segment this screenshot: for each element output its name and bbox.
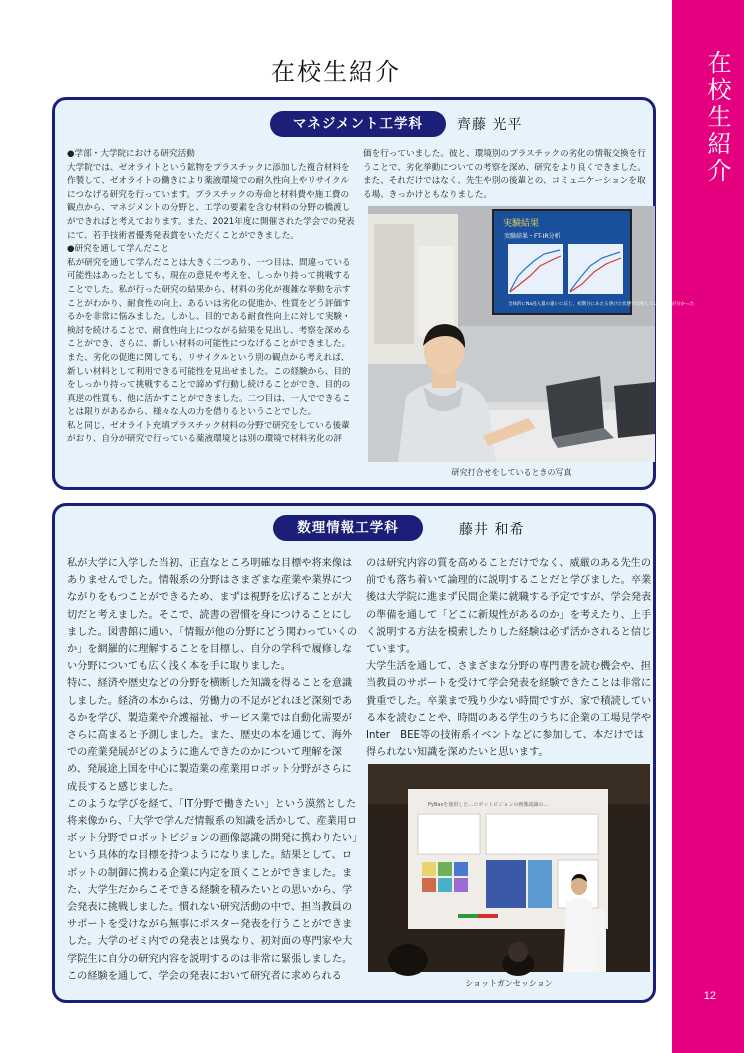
page-number: 12 [703, 990, 716, 1002]
department-badge: 数理情報工学科 [273, 515, 423, 541]
side-tab-title: 在校生紹介 [703, 50, 731, 185]
side-tab [672, 0, 744, 1053]
slide-note: 全体的にNa浸入量の違いに応じ、初期分にあたる溶けた状態で比較していることが分かった [508, 302, 695, 307]
article-column-left: 私が大学に入学した当初、正直なところ明確な目標や将来像はありませんでした。情報系の分野はさまざまな産業や業界につながりをもつことができるため、まずは視野を広げることが大切だと考えました。そこで、読書の習慣を身につけることにしました。図書館に通い、「情報が他の分野にどう関わっていくのか」を網羅的に理解することを目標し、自分の学科で履修しない分野についても広く浅く本を手に取りました。 特に、経済や歴史などの分野を横断した知識を得ることを意識しました。経済の本からは、労働力の不足がどれほど深刻であるかを学び、製造業や介護福祉、サービス業では自動化需要がさらに高まると予測しました。また、歴史の本を通じて、海外での産業発展がどのように進んできたのかについて理解を深め、発展途上国を中心に製造業の産業用ロボット分野がさらに成長すると感じました。 このような学びを経て、「IT分野で働きたい」という漠然とした将来像から、「大学で学んだ情報系の知識を活かして、産業用ロボット分野でロボットビジョンの画像認識の開発に携わりたい」という具体的な目標を持つようになりました。結果として、ロボットの制御に携わる企業に内定を頂くことができました。また、大学生だからこそできる経験を積みたいとの思いから、学会発表に挑戦しました。慣れない研究活動の中で、担当教員のサポートを受けながら無事にポスター発表を行うことができました。大学のゼミ内での発表とは異なり、初対面の専門家や大学院生に自分の研究内容を説明するのは非常に緊張しました。 この経験を通して、学会の発表において研究者に求められる [67, 558, 358, 982]
photo-caption: 研究打合せをしているときの写真 [451, 468, 572, 477]
research-meeting-illustration [368, 206, 695, 462]
shotgun-session-photo [368, 764, 650, 972]
student-name: 齊藤 光平 [457, 117, 523, 133]
article-column-right: のは研究内容の質を高めることだけでなく、威厳のある先生の前でも落ち着いて論理的に説明することだと学びました。卒業後は大学院に進まず民間企業に就職する予定ですが、学会発表の準備を通して「どこに新規性があるのか」を考えたり、上手く説明する方法を模索したりした経験は必ず活かされると信じています。 大学生活を通して、さまざまな分野の専門書を読む機会や、担当教員のサポートを受けて学会発表を経験できたことは非常に貴重でした。卒業まで残り少ない時間ですが、家で積読している本を読むことや、時間のある学生のうちに企業の工場見学やInter BEE等の技術系イベントなどに参加して、本だけでは得られない知識を深めたいと思います。 [366, 558, 652, 759]
page-title: 在校生紹介 [271, 58, 401, 86]
article-column-right: 価を行っていました。彼と、環境別のプラスチックの劣化の情報交換を行うことで、劣化挙動についての考察を深め、研究をより良くできました。また、それだけではなく、先生や別の後輩との、コミュニケーションを取る場、きっかけともなりました。 [363, 149, 646, 200]
article-column-left: ●学部・大学院における研究活動 大学院では、ゼオライトという鉱物をプラスチックに添加した複合材料を作製して、ゼオライトの働きにより薬液環境での耐久性向上やリサイクルにつなげる研究を行っています。プラスチックの寿命と材料費や施工費の観点から、マネジメントの分野と、工学の要素を含む材料の分野の橋渡しができればと考えております。また、2021年度に開催された学会での発表にて、若手技術者優秀発表賞をいただくことができました。 ●研究を通して学んだこと 私が研究を通して学んだことは大きく二つあり、一つ目は、間違っている可能性はあったとしても、現在の意見や考えを、しっかり持って挑戦することでした。私が行った研究の結果から、材料の劣化が複雑な挙動を示すことがわかり、耐食性の向上、あるいは劣化の促進か、性質をどう評価するかを非常に悩みました。しかし、目的である耐食性向上に対して実験・検討を続けることで、耐食性向上につながる結果を見出し、考察を深めることができ、さらに、新しい材料の可能性につなげることができました。また、劣化の促進に関しても、リサイクルという別の観点から考えれば、新しい材料として利用できる可能性を見出せました。この経験から、目的をしっかり持って挑戦することで諦めず行動し続けることができ、目的の真逆の性質も、他に活かすことができました。二つ目は、一人でできることは限りがあるから、様々な人の力を借りるということでした。 私と同じ、ゼオライト充填プラスチック材料の分野で研究をしている後輩がおり、自分が研究で行っている薬液環境とは別の環境で材料劣化の評 [67, 149, 355, 445]
research-meeting-photo [368, 206, 695, 462]
student-card-management [52, 97, 695, 490]
department-badge: マネジメント工学科 [270, 111, 446, 137]
slide-title: PyBaxを使用した…ロボットビジョンの画像認識の… [428, 802, 549, 808]
shotgun-session-illustration [368, 764, 650, 972]
slide-title: 実験結果 [503, 219, 540, 229]
photo-caption: ショットガンセッション [465, 979, 553, 988]
slide-subtitle: 実験結果・FT-IR分析 [504, 233, 561, 240]
student-name: 藤井 和希 [459, 522, 525, 538]
student-card-math-info [52, 503, 656, 1003]
